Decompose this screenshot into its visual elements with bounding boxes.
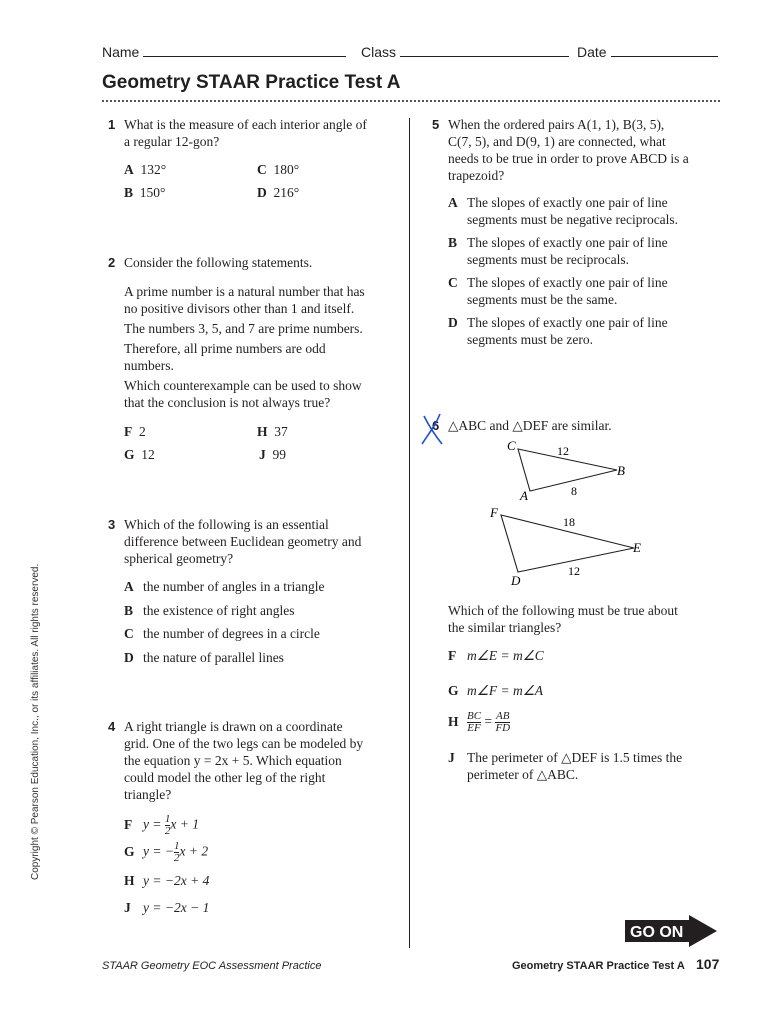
option-j[interactable]: J 99 — [259, 447, 286, 462]
option-b[interactable]: B The slopes of exactly one pair of line segments must be reciprocals. — [448, 235, 668, 267]
go-on-label: GO ON — [630, 924, 684, 941]
question-text: Consider the following statements. — [124, 255, 313, 270]
page-number: 107 — [696, 956, 720, 972]
option-g[interactable]: G 12 — [124, 447, 155, 462]
question-number: 4 — [108, 719, 116, 734]
side-label-cb: 12 — [557, 444, 569, 458]
class-label: Class — [361, 44, 397, 60]
option-j[interactable]: J y = −2x − 1 — [124, 900, 210, 915]
statement: The numbers 3, 5, and 7 are prime numbers. — [124, 321, 363, 336]
question-text: trapezoid? — [448, 168, 505, 183]
question-text: the equation y = 2x + 5. Which equation — [124, 753, 342, 768]
question-2 — [108, 254, 403, 411]
question-text: could model the other leg of the right — [124, 770, 326, 785]
option-b[interactable]: B the existence of right angles — [124, 603, 295, 618]
copyright-notice: Copyright © Pearson Education, Inc., or its affiliates. All rights reserved. — [30, 563, 41, 880]
option-h[interactable]: H y = −2x + 4 — [124, 873, 210, 888]
question-4 — [108, 718, 403, 803]
question-text: needs to be true in order to prove ABCD is a — [448, 151, 689, 166]
similar-triangles-figure — [480, 436, 660, 586]
question-text: Which counterexample can be used to show — [124, 378, 362, 393]
name-field — [102, 44, 346, 60]
question-number: 3 — [108, 517, 116, 532]
statement: no positive divisors other than 1 and itself. — [124, 301, 355, 316]
vertex-label-d: D — [511, 573, 521, 586]
option-a[interactable]: A 132° — [124, 162, 167, 177]
side-label-fe: 18 — [563, 515, 575, 529]
question-3 — [108, 516, 403, 567]
option-f[interactable]: F y = $\frac{1}{2}$ x + 1 — [124, 813, 199, 837]
question-6 — [432, 417, 722, 434]
statement: Therefore, all prime numbers are odd — [124, 341, 326, 356]
question-text: △ABC and △DEF are similar. — [448, 418, 612, 433]
question-text: When the ordered pairs A(1, 1), B(3, 5), — [448, 117, 665, 132]
question-text: that the conclusion is not always true? — [124, 395, 331, 410]
footer-left: STAAR Geometry EOC Assessment Practice — [102, 960, 322, 972]
side-label-de: 12 — [568, 564, 580, 578]
question-text: Which of the following is an essential — [124, 517, 329, 532]
question-number: 1 — [108, 117, 116, 132]
statement: A prime number is a natural number that has — [124, 284, 365, 299]
column-divider — [409, 118, 410, 948]
date-field — [577, 44, 718, 60]
question-5 — [432, 116, 722, 184]
vertex-label-c: C — [507, 438, 516, 453]
question-text: a regular 12-gon? — [124, 134, 220, 149]
question-6-prompt — [448, 602, 728, 636]
option-d[interactable]: D The slopes of exactly one pair of line segments must be zero. — [448, 315, 668, 347]
question-text: the similar triangles? — [448, 620, 562, 635]
option-c[interactable]: C 180° — [257, 162, 300, 177]
option-a[interactable]: A The slopes of exactly one pair of line segments must be negative reciprocals. — [448, 195, 679, 227]
name-line — [143, 44, 346, 57]
option-g[interactable]: G m∠F = m∠A — [448, 683, 544, 698]
question-text: What is the measure of each interior angle of — [124, 117, 367, 132]
question-number: 6 — [432, 418, 440, 433]
date-label: Date — [577, 44, 607, 60]
option-c[interactable]: C the number of degrees in a circle — [124, 626, 320, 641]
option-j[interactable]: J The perimeter of △DEF is 1.5 times the perimeter of △ABC. — [448, 750, 683, 782]
class-field — [361, 44, 569, 60]
side-label-ab: 8 — [571, 484, 577, 498]
vertex-label-e: E — [633, 540, 641, 555]
option-g[interactable]: G y = − $\frac{1}{2}$ x + 2 — [124, 840, 209, 864]
option-d[interactable]: D 216° — [257, 185, 300, 200]
footer-right: Geometry STAAR Practice Test A — [512, 960, 685, 972]
go-on-arrow — [625, 915, 719, 947]
option-d[interactable]: D the nature of parallel lines — [124, 650, 284, 665]
option-f[interactable]: F 2 — [124, 424, 146, 439]
question-text: spherical geometry? — [124, 551, 234, 566]
question-text: difference between Euclidean geometry and — [124, 534, 362, 549]
question-text: triangle? — [124, 787, 172, 802]
vertex-label-b: B — [617, 463, 625, 478]
question-text: grid. One of the two legs can be modeled by — [124, 736, 364, 751]
option-f[interactable]: F m∠E = m∠C — [448, 648, 544, 663]
handwritten-x-mark — [418, 410, 448, 448]
page-title: Geometry STAAR Practice Test A — [102, 72, 401, 93]
vertex-label-f: F — [490, 505, 498, 520]
option-c[interactable]: C The slopes of exactly one pair of line segments must be the same. — [448, 275, 668, 307]
vertex-label-a: A — [520, 488, 528, 503]
option-b[interactable]: B 150° — [124, 185, 166, 200]
question-number: 5 — [432, 117, 440, 132]
statement: numbers. — [124, 358, 174, 373]
option-h[interactable]: H $\frac{BC}{EF}$ = $\frac{AB}{FD}$ — [448, 710, 511, 734]
question-text: Which of the following must be true about — [448, 603, 678, 618]
option-h[interactable]: H 37 — [257, 424, 288, 439]
name-label: Name — [102, 44, 140, 60]
class-line — [400, 44, 569, 57]
question-text: C(7, 5), and D(9, 1) are connected, what — [448, 134, 666, 149]
option-a[interactable]: A the number of angles in a triangle — [124, 579, 325, 594]
date-line — [611, 44, 718, 57]
question-number: 2 — [108, 255, 116, 270]
dotted-divider — [102, 100, 720, 102]
question-1 — [108, 116, 403, 150]
question-text: A right triangle is drawn on a coordinate — [124, 719, 343, 734]
